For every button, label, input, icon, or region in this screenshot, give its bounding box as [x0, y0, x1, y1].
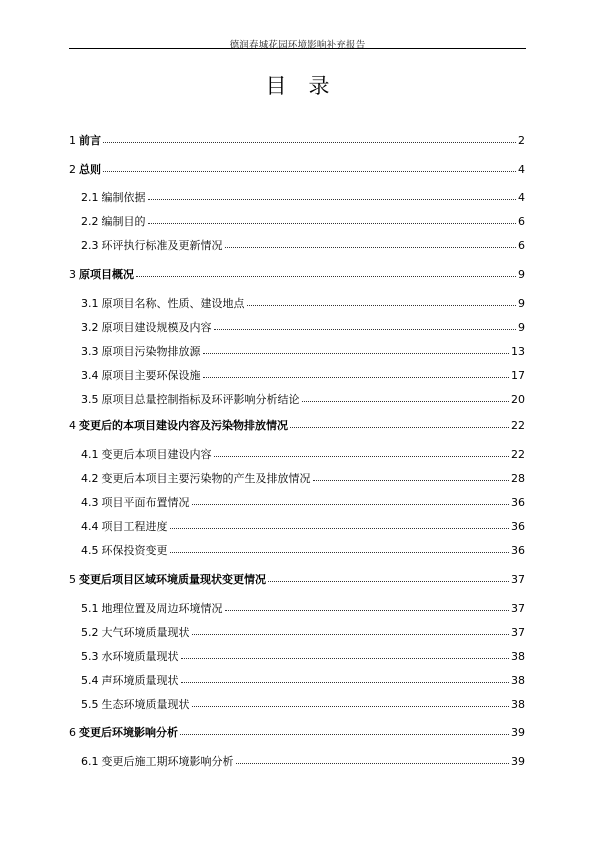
- toc-entry-page-number: 4: [518, 191, 525, 204]
- toc-section-entry[interactable]: [81, 470, 525, 486]
- toc-dot-leader: [236, 753, 510, 765]
- toc-chapter-entry[interactable]: [69, 417, 525, 433]
- toc-entry-number: 6.1: [81, 755, 99, 768]
- toc-entry-page-number: 9: [518, 268, 525, 281]
- toc-entry-page-number: 38: [511, 650, 525, 663]
- toc-section-entry[interactable]: [81, 343, 525, 359]
- toc-entry-title: 原项目概况: [79, 268, 134, 281]
- toc-entry-title: 水环境质量现状: [101, 650, 179, 663]
- toc-entry-title: 变更后本项目建设内容: [101, 448, 212, 461]
- toc-section-entry[interactable]: [81, 696, 525, 712]
- toc-dot-leader: [103, 132, 516, 144]
- toc-section-entry[interactable]: [81, 753, 525, 769]
- toc-entry-number: 2.2: [81, 215, 99, 228]
- toc-dot-leader: [214, 446, 510, 458]
- toc-entry-page-number: 38: [511, 674, 525, 687]
- toc-dot-leader: [192, 494, 510, 506]
- toc-entry-page-number: 38: [511, 698, 525, 711]
- toc-entry-page-number: 36: [511, 520, 525, 533]
- toc-title: 目录: [265, 74, 352, 98]
- toc-dot-leader: [247, 295, 517, 307]
- toc-entry-title: 项目平面布置情况: [101, 496, 190, 509]
- toc-entry-title: 声环境质量现状: [101, 674, 179, 687]
- toc-section-entry[interactable]: [81, 446, 525, 462]
- toc-section-entry[interactable]: [81, 213, 525, 229]
- toc-chapter-entry[interactable]: [69, 571, 525, 587]
- toc-dot-leader: [192, 624, 510, 636]
- toc-entry-page-number: 20: [511, 393, 525, 406]
- toc-entry-number: 3.1: [81, 297, 99, 310]
- toc-dot-leader: [181, 648, 510, 660]
- toc-entry-title: 原项目主要环保设施: [101, 369, 201, 382]
- toc-section-entry[interactable]: [81, 367, 525, 383]
- toc-entry-number: 3.2: [81, 321, 99, 334]
- toc-entry-number: 5.2: [81, 626, 99, 639]
- toc-entry-page-number: 37: [511, 626, 525, 639]
- toc-chapter-entry[interactable]: [69, 724, 525, 740]
- toc-entry-page-number: 6: [518, 239, 525, 252]
- toc-entry-number: 4.1: [81, 448, 99, 461]
- toc-section-entry[interactable]: [81, 518, 525, 534]
- toc-entry-page-number: 39: [511, 726, 525, 739]
- toc-section-entry[interactable]: [81, 237, 525, 253]
- toc-entry-title: 变更后的本项目建设内容及污染物排放情况: [79, 419, 288, 432]
- toc-entry-number: 5: [69, 573, 76, 586]
- toc-section-entry[interactable]: [81, 391, 525, 407]
- toc-dot-leader: [203, 367, 510, 379]
- toc-entry-title: 变更后施工期环境影响分析: [101, 755, 234, 768]
- toc-dot-leader: [148, 213, 517, 225]
- toc-entry-title: 生态环境质量现状: [101, 698, 190, 711]
- toc-entry-page-number: 6: [518, 215, 525, 228]
- toc-entry-title: 原项目名称、性质、建设地点: [101, 297, 245, 310]
- toc-entry-title: 编制目的: [101, 215, 146, 228]
- toc-entry-number: 1: [69, 134, 76, 147]
- toc-entry-number: 4.5: [81, 544, 99, 557]
- toc-entry-title: 环评执行标准及更新情况: [101, 239, 223, 252]
- toc-entry-title: 项目工程进度: [101, 520, 168, 533]
- toc-entry-number: 4.4: [81, 520, 99, 533]
- toc-entry-number: 2: [69, 163, 76, 176]
- toc-dot-leader: [170, 518, 510, 530]
- toc-chapter-entry[interactable]: [69, 266, 525, 282]
- toc-section-entry[interactable]: [81, 672, 525, 688]
- toc-entry-number: 3.4: [81, 369, 99, 382]
- toc-dot-leader: [214, 319, 517, 331]
- header-rule: [69, 48, 526, 49]
- toc-section-entry[interactable]: [81, 624, 525, 640]
- toc-entry-title: 总则: [79, 163, 101, 176]
- toc-dot-leader: [181, 672, 510, 684]
- toc-section-entry[interactable]: [81, 600, 525, 616]
- toc-entry-page-number: 28: [511, 472, 525, 485]
- toc-entry-number: 4.2: [81, 472, 99, 485]
- toc-dot-leader: [103, 161, 516, 173]
- toc-entry-page-number: 4: [518, 163, 525, 176]
- toc-entry-number: 2.1: [81, 191, 99, 204]
- toc-section-entry[interactable]: [81, 494, 525, 510]
- toc-section-entry[interactable]: [81, 295, 525, 311]
- toc-section-entry[interactable]: [81, 319, 525, 335]
- toc-dot-leader: [290, 417, 509, 429]
- toc-entry-number: 5.5: [81, 698, 99, 711]
- toc-entry-page-number: 37: [511, 602, 525, 615]
- toc-entry-number: 5.4: [81, 674, 99, 687]
- toc-dot-leader: [302, 391, 510, 403]
- toc-chapter-entry[interactable]: [69, 132, 525, 148]
- toc-dot-leader: [313, 470, 510, 482]
- toc-entry-page-number: 9: [518, 321, 525, 334]
- toc-entry-number: 5.1: [81, 602, 99, 615]
- toc-entry-page-number: 22: [511, 448, 525, 461]
- toc-entry-number: 3: [69, 268, 76, 281]
- toc-dot-leader: [180, 724, 509, 736]
- toc-entry-number: 2.3: [81, 239, 99, 252]
- toc-entry-number: 6: [69, 726, 76, 739]
- toc-section-entry[interactable]: [81, 542, 525, 558]
- toc-dot-leader: [136, 266, 516, 278]
- running-header: 德润春城花园环境影响补充报告: [229, 40, 366, 51]
- toc-entry-number: 3.3: [81, 345, 99, 358]
- toc-entry-page-number: 22: [511, 419, 525, 432]
- toc-section-entry[interactable]: [81, 648, 525, 664]
- toc-dot-leader: [203, 343, 510, 355]
- toc-dot-leader: [192, 696, 510, 708]
- toc-dot-leader: [148, 189, 517, 201]
- toc-entry-title: 变更后本项目主要污染物的产生及排放情况: [101, 472, 311, 485]
- toc-entry-page-number: 39: [511, 755, 525, 768]
- toc-entry-title: 变更后项目区域环境质量现状变更情况: [79, 573, 266, 586]
- toc-entry-title: 地理位置及周边环境情况: [101, 602, 223, 615]
- toc-entry-number: 4: [69, 419, 76, 432]
- toc-entry-title: 环保投资变更: [101, 544, 168, 557]
- toc-entry-page-number: 2: [518, 134, 525, 147]
- toc-entry-number: 4.3: [81, 496, 99, 509]
- toc-entry-title: 原项目建设规模及内容: [101, 321, 212, 334]
- toc-entry-number: 5.3: [81, 650, 99, 663]
- toc-dot-leader: [268, 571, 509, 583]
- toc-entry-title: 大气环境质量现状: [101, 626, 190, 639]
- toc-entry-page-number: 9: [518, 297, 525, 310]
- toc-chapter-entry[interactable]: [69, 161, 525, 177]
- toc-entry-title: 原项目总量控制指标及环评影响分析结论: [101, 393, 300, 406]
- toc-entry-title: 变更后环境影响分析: [79, 726, 178, 739]
- toc-dot-leader: [225, 237, 517, 249]
- toc-entry-page-number: 17: [511, 369, 525, 382]
- toc-entry-title: 前言: [79, 134, 101, 147]
- toc-entry-number: 3.5: [81, 393, 99, 406]
- toc-entry-page-number: 36: [511, 544, 525, 557]
- toc-entry-title: 编制依据: [101, 191, 146, 204]
- toc-entry-page-number: 37: [511, 573, 525, 586]
- toc-entry-page-number: 13: [511, 345, 525, 358]
- toc-dot-leader: [170, 542, 510, 554]
- toc-entry-title: 原项目污染物排放源: [101, 345, 201, 358]
- toc-dot-leader: [225, 600, 510, 612]
- toc-entry-page-number: 36: [511, 496, 525, 509]
- toc-section-entry[interactable]: [81, 189, 525, 205]
